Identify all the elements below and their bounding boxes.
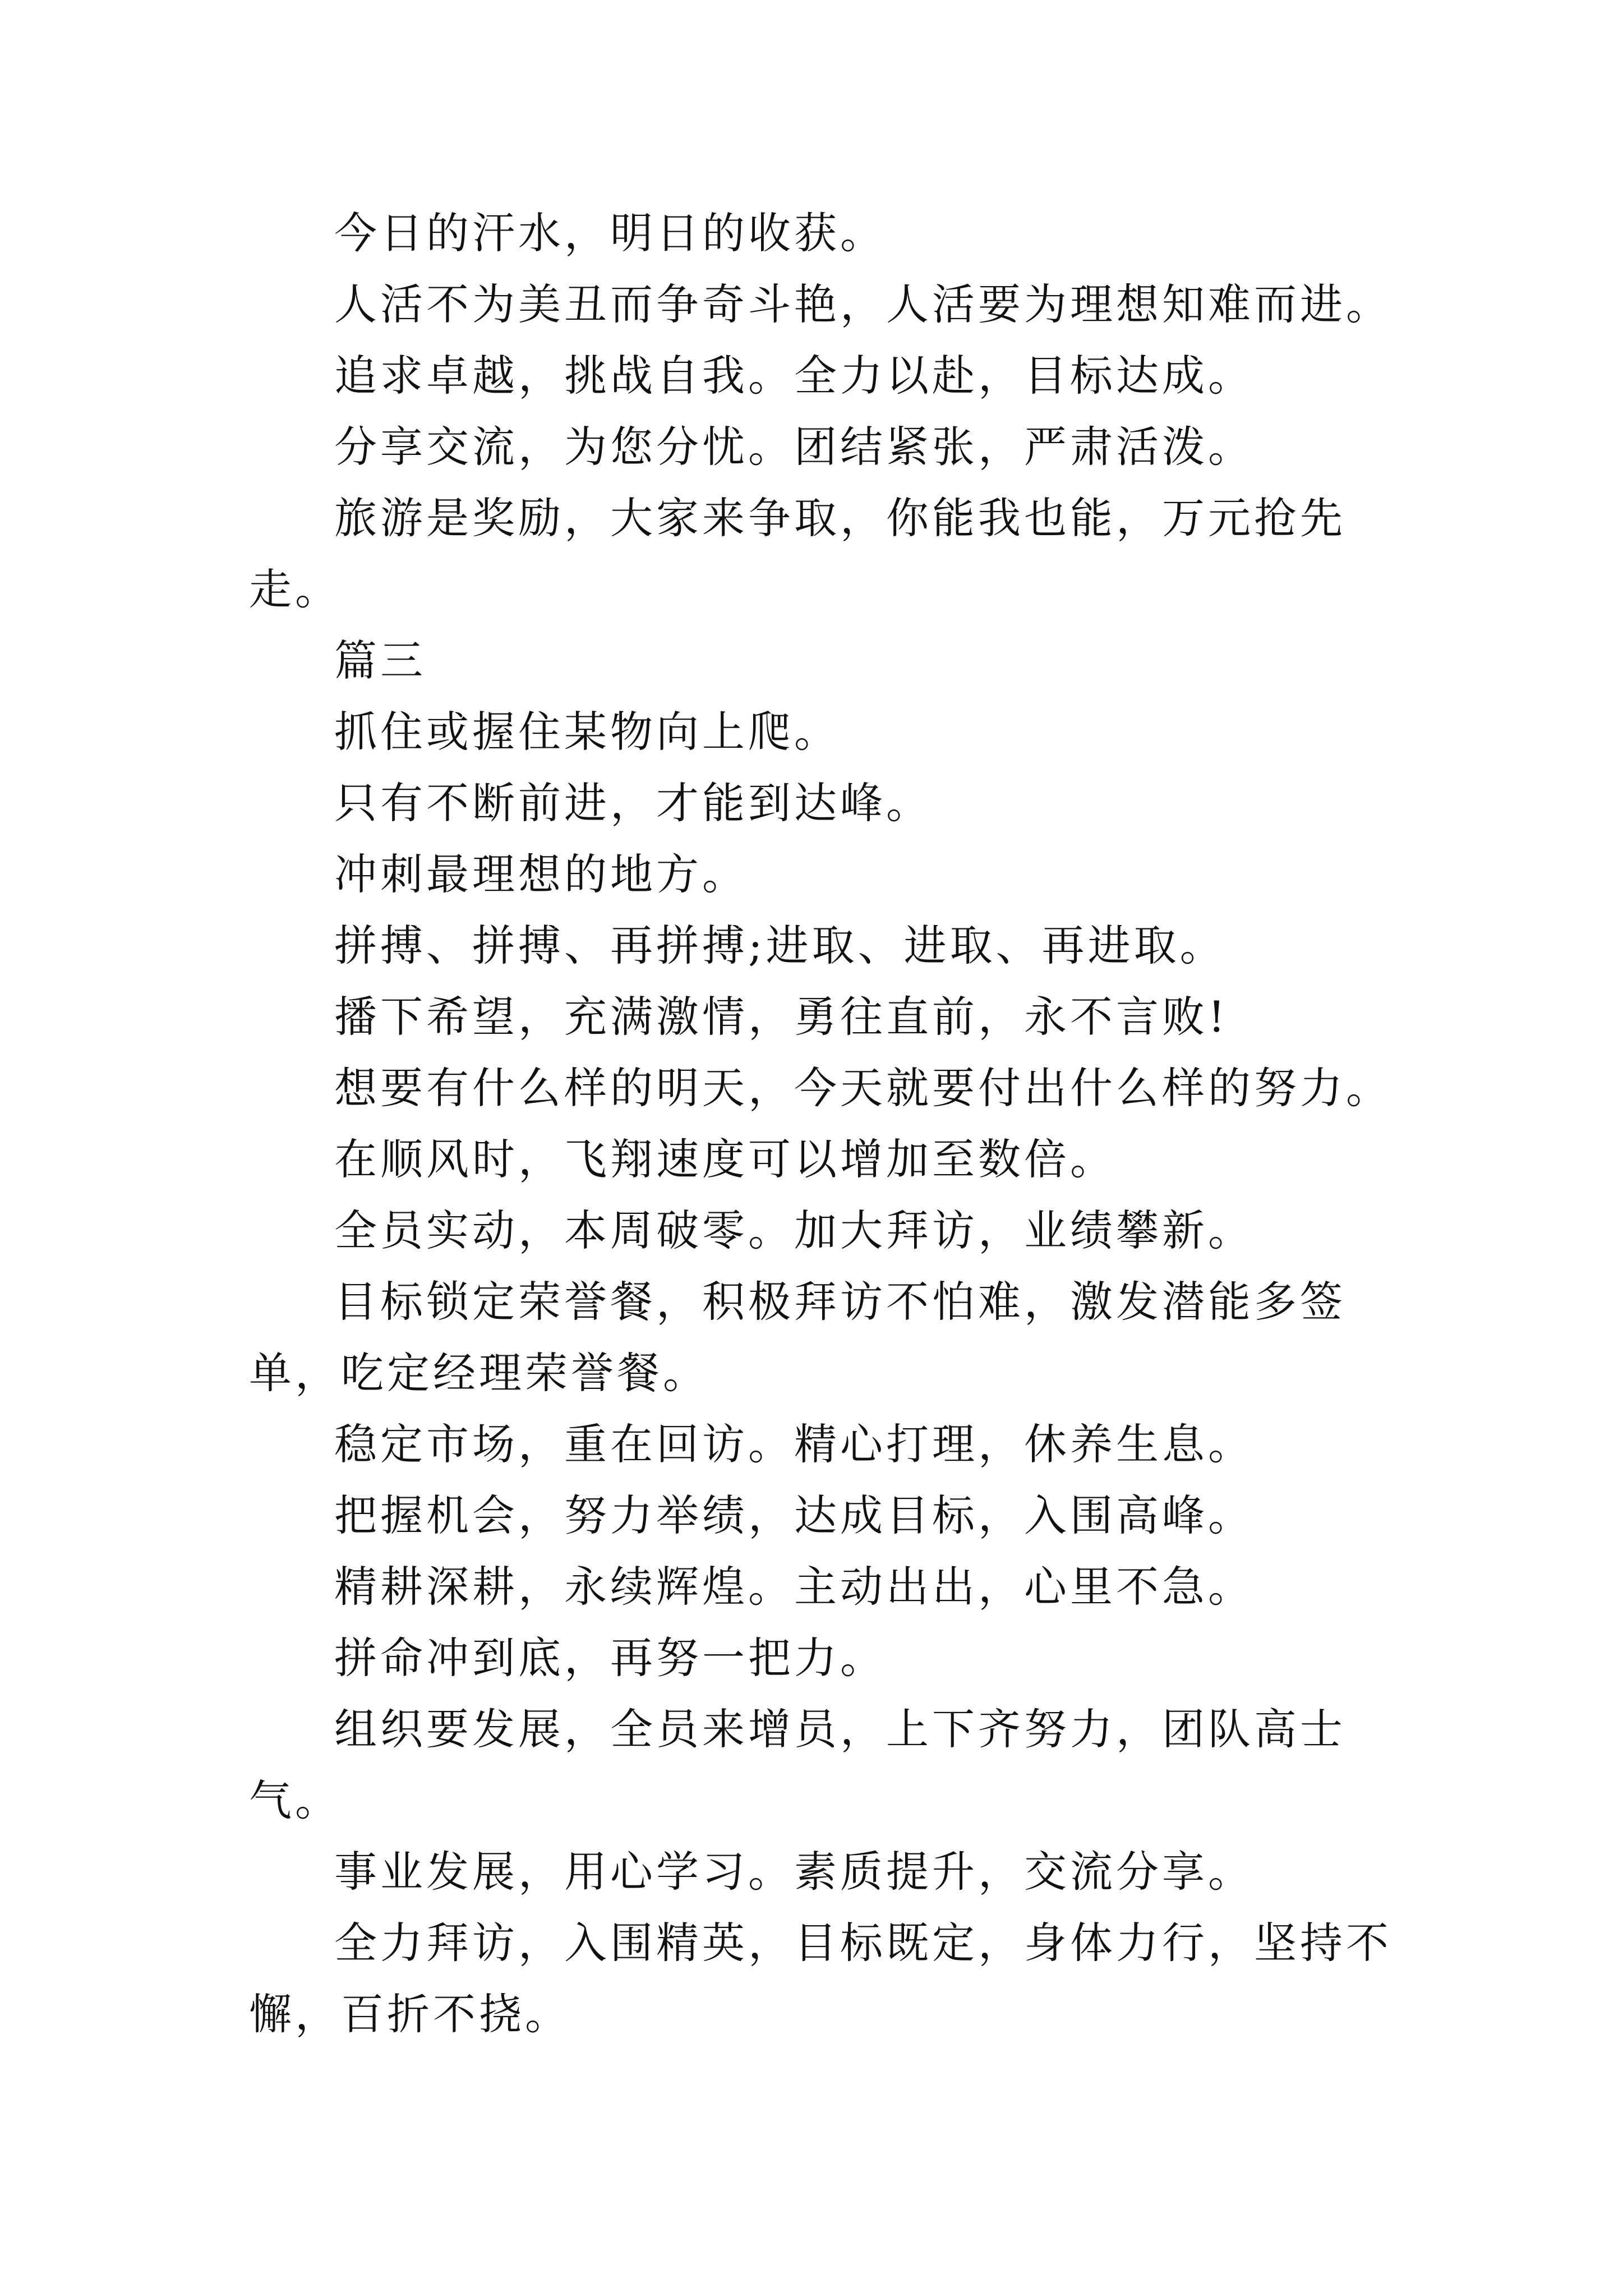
paragraph: 想要有什么样的明天，今天就要付出什么样的努力。 xyxy=(334,1063,1392,1113)
paragraph: 今日的汗水，明日的收获。 xyxy=(334,208,886,258)
paragraph: 全力拜访，入围精英，目标既定，身体力行，坚持不懈，百折不挠。 xyxy=(249,1918,1392,2039)
paragraph: 全员实动，本周破零。加大拜访，业绩攀新。 xyxy=(334,1205,1254,1255)
document-body xyxy=(249,197,1393,2050)
paragraph: 组织要发展，全员来增员，上下齐努力，团队高士气。 xyxy=(249,1704,1346,1825)
paragraph: 冲刺最理想的地方。 xyxy=(334,849,748,899)
paragraph: 拼搏、拼搏、再拼搏;进取、进取、再进取。 xyxy=(334,921,1226,970)
paragraph: 精耕深耕，永续辉煌。主动出出，心里不急。 xyxy=(334,1562,1254,1612)
paragraph: 事业发展，用心学习。素质提升，交流分享。 xyxy=(334,1847,1254,1897)
paragraph: 只有不断前进，才能到达峰。 xyxy=(334,778,932,828)
paragraph: 旅游是奖励，大家来争取，你能我也能，万元抢先走。 xyxy=(249,493,1346,614)
paragraph: 稳定市场，重在回访。精心打理，休养生息。 xyxy=(334,1419,1254,1469)
paragraph: 播下希望，充满激情，勇往直前，永不言败! xyxy=(334,992,1229,1042)
paragraph: 目标锁定荣誉餐，积极拜访不怕难，激发潜能多签单，吃定经理荣誉餐。 xyxy=(249,1277,1346,1398)
paragraph: 抓住或握住某物向上爬。 xyxy=(334,707,840,757)
paragraph: 分享交流，为您分忧。团结紧张，严肃活泼。 xyxy=(334,422,1254,472)
paragraph: 人活不为美丑而争奇斗艳，人活要为理想知难而进。 xyxy=(334,279,1392,329)
section-heading: 篇三 xyxy=(334,636,426,685)
paragraph: 追求卓越，挑战自我。全力以赴，目标达成。 xyxy=(334,351,1254,401)
paragraph: 把握机会，努力举绩，达成目标，入围高峰。 xyxy=(334,1490,1254,1540)
paragraph: 在顺风时，飞翔速度可以增加至数倍。 xyxy=(334,1134,1116,1184)
paragraph: 拼命冲到底，再努一把力。 xyxy=(334,1633,886,1683)
